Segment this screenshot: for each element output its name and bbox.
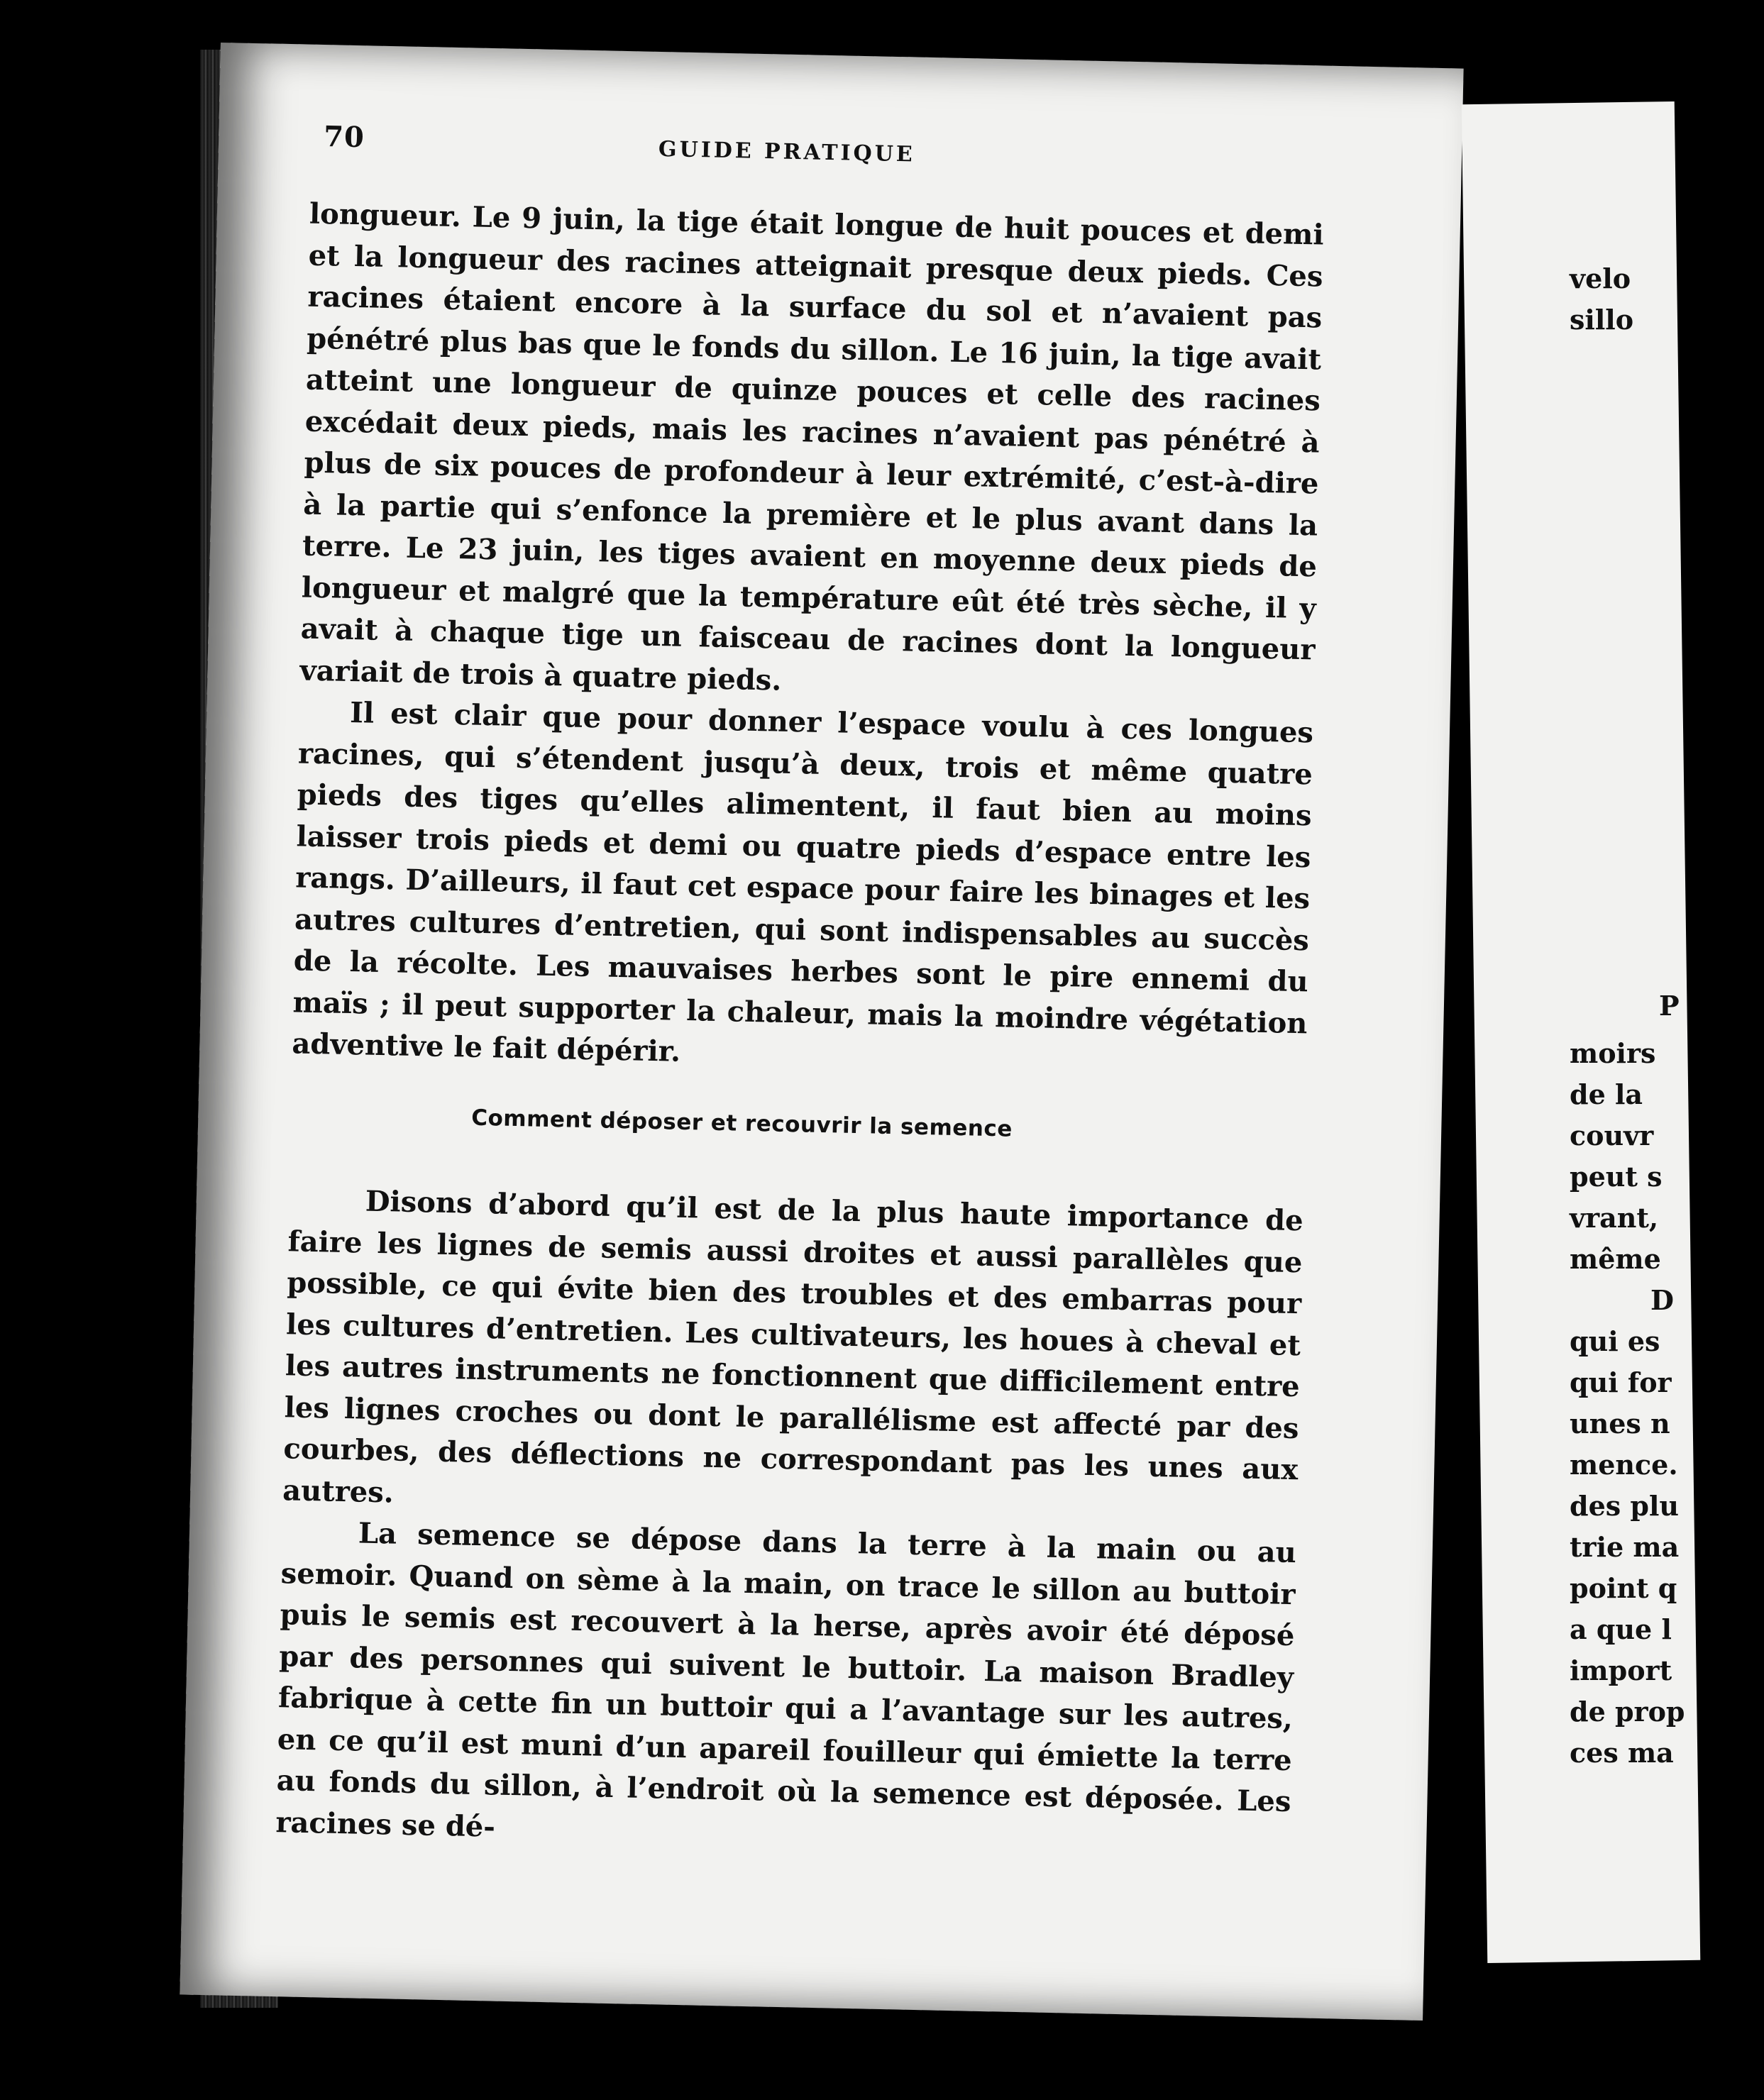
right-page-line: moirs xyxy=(1570,1037,1656,1069)
paragraph: Disons d’abord qu’il est de la plus haute importance de faire les lignes de semis aussi droites et aussi parallèles que possible, ce qui évite bien des troubles et des embarras pour les cultures d’entretien. Les cultivateurs, les houes à cheval et les autres instruments ne fonctionnent que difficilement entre les lignes croches ou dont le parallélisme est affecté par des courbes, des déflections ne correspondant pas les unes aux autres. xyxy=(282,1184,1304,1510)
right-page-line: mence. xyxy=(1570,1449,1678,1481)
right-page-line: peut s xyxy=(1570,1161,1663,1193)
right-page-line: même xyxy=(1570,1243,1661,1275)
right-page-line: couvr xyxy=(1570,1120,1654,1151)
right-page-line: vrant, xyxy=(1570,1202,1659,1234)
right-page-line: qui for xyxy=(1570,1366,1672,1398)
right-page-line: qui es xyxy=(1570,1325,1660,1357)
right-page-line: ces ma xyxy=(1570,1737,1674,1769)
right-page-line: trie ma xyxy=(1570,1531,1680,1563)
right-page-line: a que l xyxy=(1570,1613,1672,1645)
right-page-line: unes n xyxy=(1570,1408,1670,1439)
section-heading: Comment déposer et recouvrir la semence xyxy=(470,1105,1013,1142)
paragraph: Il est clair que pour donner l’espace voulu à ces longues racines, qui s’étendent jusqu’à deux, trois et même quatre pieds des tiges qu’elles alimentent, il faut bien au moins laisser trois pieds et demi ou quatre pieds d’espace entre les rangs. D’ailleurs, il faut cet espace pour faire les binages et les autres cultures d’entretien, qui sont indispensables au succès de la récolte. Les mauvaises herbes sont le pire ennemi du maïs ; il peut supporter la chaleur, mais la moindre végétation adventive le fait dépérir. xyxy=(291,695,1314,1068)
left-page-content xyxy=(275,116,1340,1844)
right-page-line: point q xyxy=(1570,1572,1677,1604)
right-page-line: de la xyxy=(1570,1078,1643,1110)
right-page-line: P xyxy=(1659,990,1680,1022)
paragraph: longueur. Le 9 juin, la tige était longue de huit pouces et demi et la longueur des racines atteignait presque deux pieds. Ces racines étaient encore à la surface du sol et n’avaient pas pénétré plus bas que le fonds du sillon. Le 16 juin, la tige avait atteint une longueur de quinze pouces et celle des racines excédait deux pieds, mais les racines n’avaient pas pénétré à plus de six pouces de profondeur à leur extrémité, c’est-à-dire à la partie qui s’enfonce la première et le plus avant dans la terre. Le 23 juin, les tiges avaient en moyenne deux pieds de longueur et malgré que la température eût été très sèche, il y avait à chaque tige un faisceau de racines dont la longueur variait de trois à quatre pieds. xyxy=(299,197,1325,697)
paragraph: La semence se dépose dans la terre à la main ou au semoir. Quand on sème à la main, on trace le sillon au buttoir puis le semis est recouvert à la herse, après avoir été déposé par des personnes qui suivent le buttoir. La maison Bradley fabrique à cette fin un buttoir qui a l’avantage sur les autres, en ce qu’il est muni d’un apareil fouilleur qui émiette la terre au fonds du sillon, à l’endroit où la semence est déposée. Les racines se dé- xyxy=(275,1516,1297,1844)
running-head: GUIDE PRATIQUE xyxy=(658,136,916,167)
right-page-line: des plu xyxy=(1570,1490,1680,1522)
right-page-line: import xyxy=(1570,1654,1672,1686)
body-text-top xyxy=(292,194,1324,1086)
right-page-line: D xyxy=(1650,1284,1674,1316)
right-page-line: de prop xyxy=(1570,1696,1685,1728)
right-page-line: velo xyxy=(1570,262,1631,294)
right-page-line: sillo xyxy=(1570,304,1634,336)
body-text-bottom xyxy=(275,1179,1303,1864)
left-page xyxy=(180,43,1463,2021)
page-number: 70 xyxy=(323,120,365,155)
